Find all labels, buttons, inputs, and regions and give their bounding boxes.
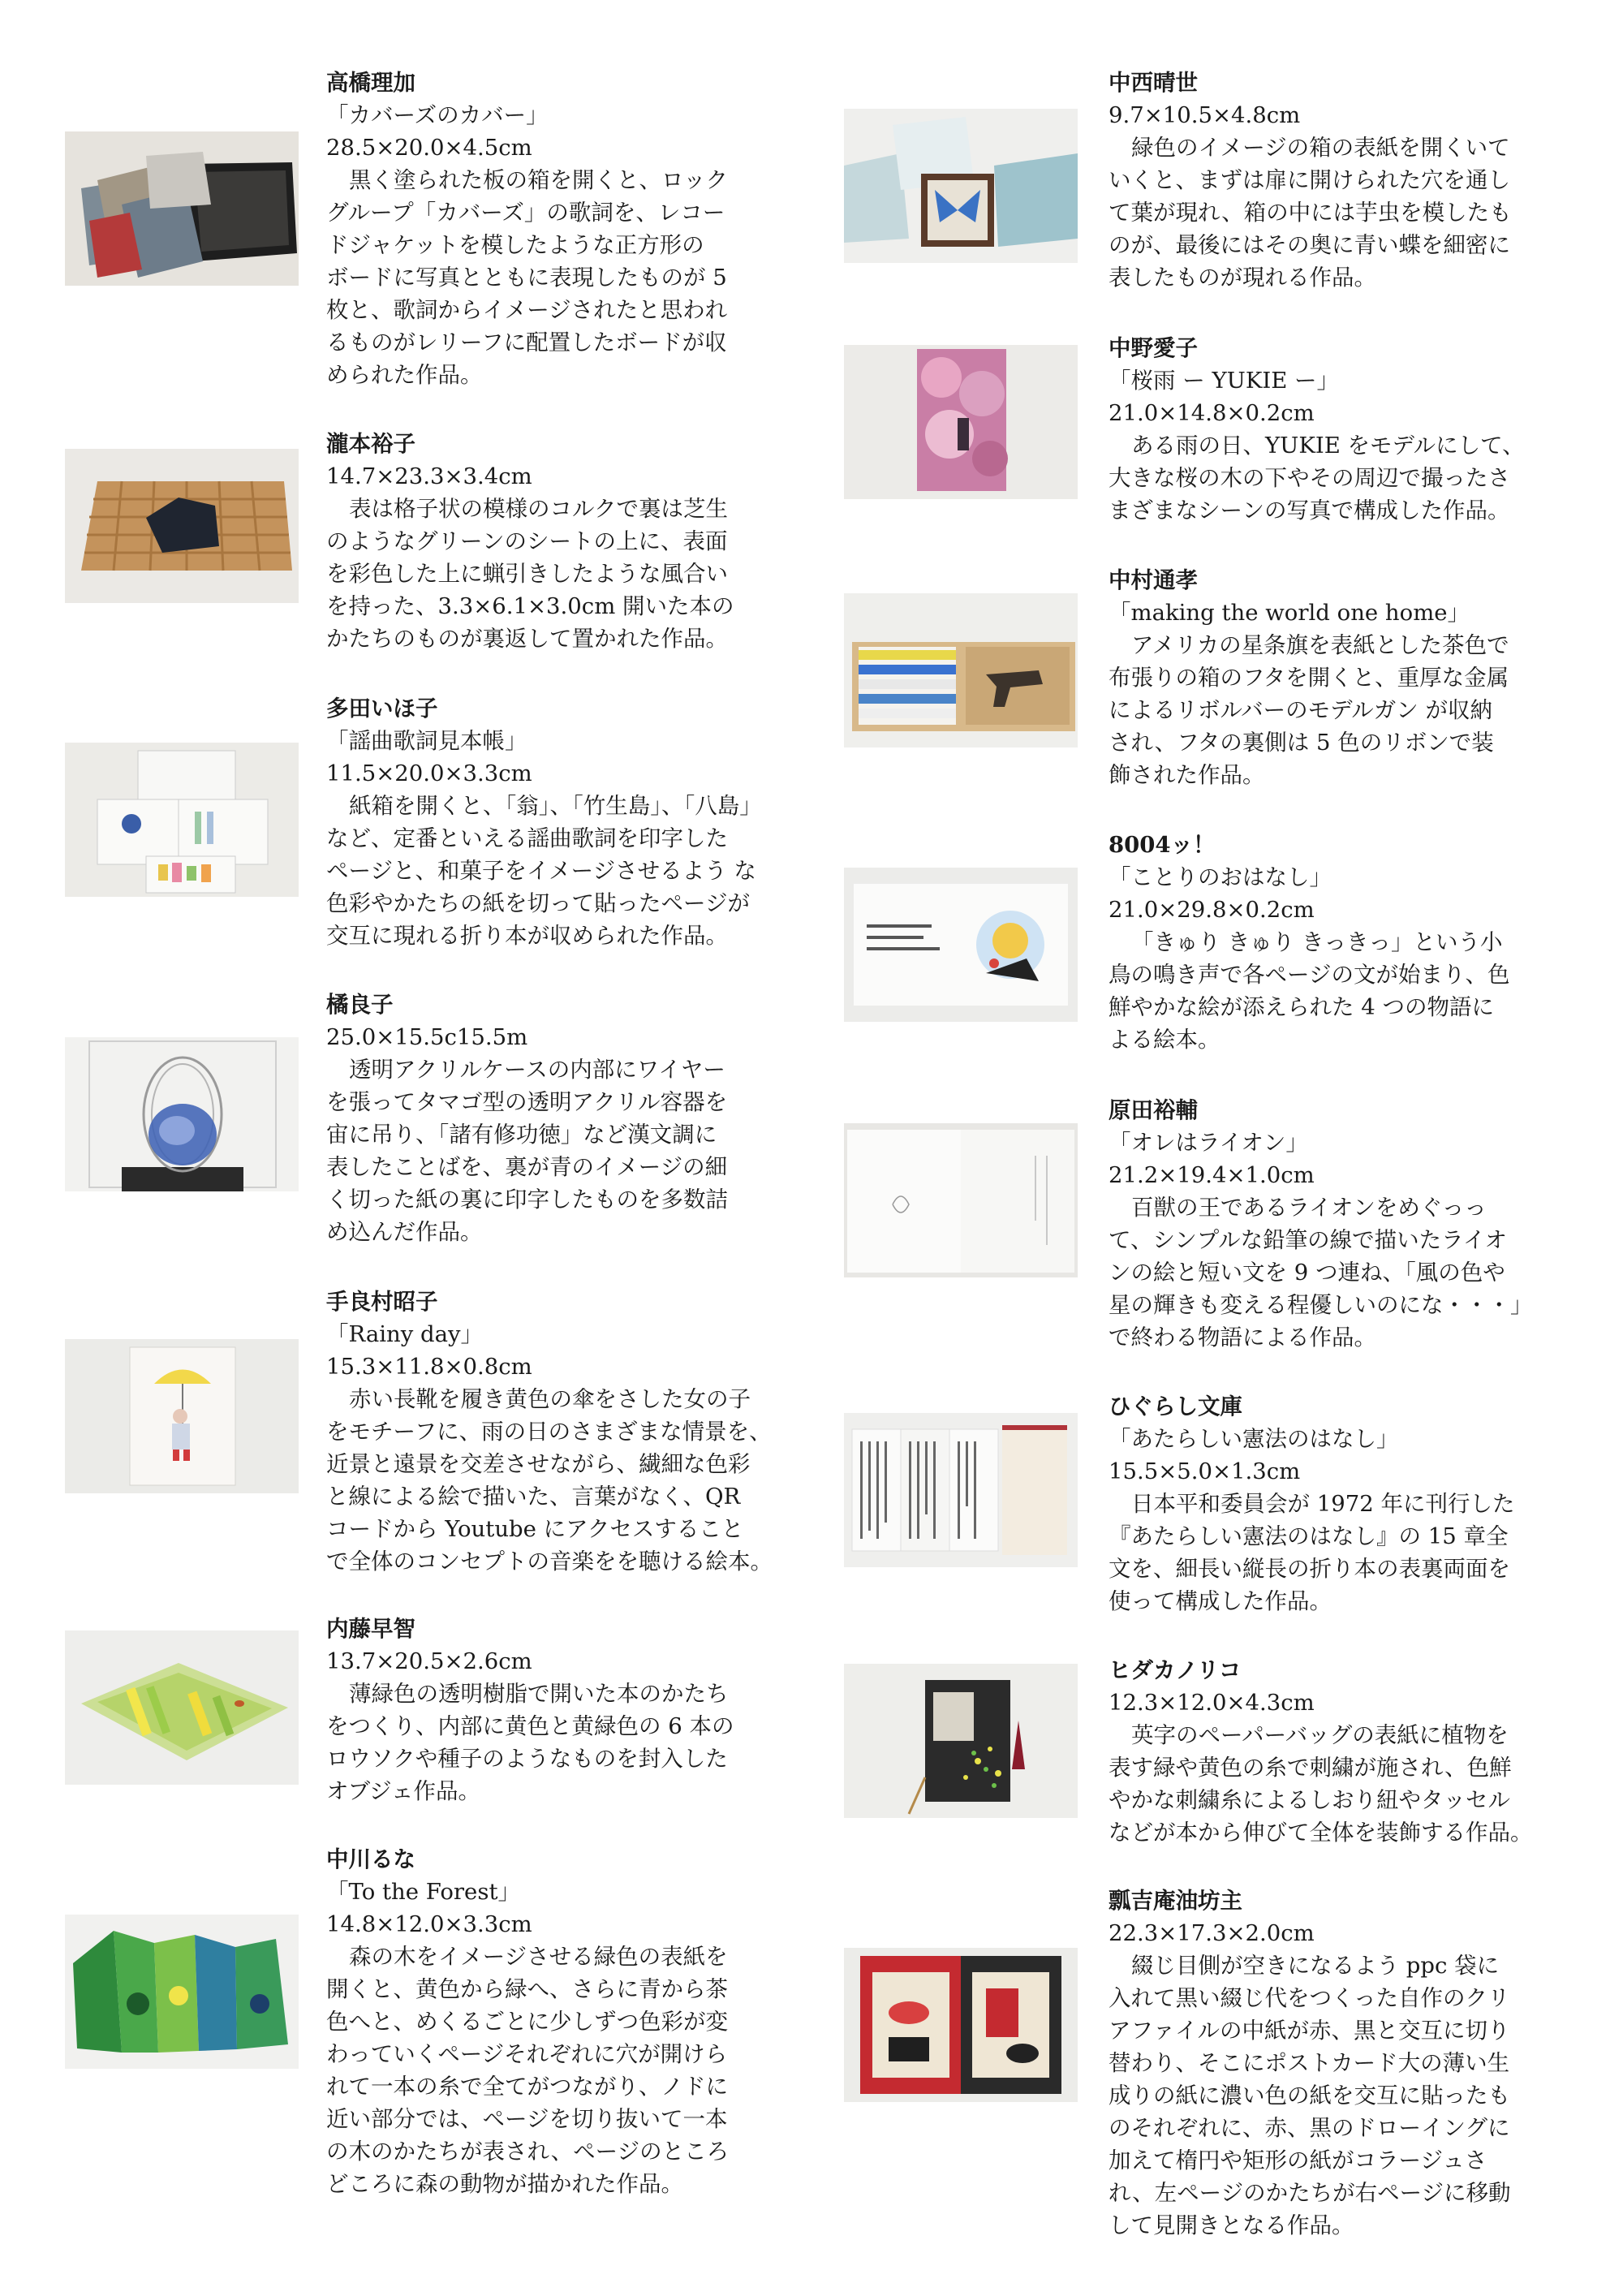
artwork-photo bbox=[844, 868, 1078, 1022]
artwork-size: 15.5×5.0×1.3cm bbox=[1109, 1458, 1301, 1484]
artwork-photo bbox=[844, 345, 1078, 499]
description-line: 『あたらしい憲法のはなし』の 15 章全 bbox=[1109, 1523, 1509, 1549]
description-line: 飾された作品。 bbox=[1109, 762, 1265, 788]
description-line: 薄緑色の透明樹脂で開いた本のかたち bbox=[349, 1681, 729, 1707]
description-line: ページと、和菓子をイメージさせるよう な bbox=[326, 858, 756, 884]
description-line: 色彩やかたちの紙を切って貼ったページが bbox=[326, 890, 750, 916]
description-line: わっていくページそれぞれに穴が開けら bbox=[326, 2041, 728, 2067]
artist-name: 中西晴世 bbox=[1109, 70, 1198, 96]
description-line: のようなグリーンのシートの上に、表面 bbox=[326, 528, 728, 554]
description-line: と線による絵で描いた、言葉がなく、QR bbox=[326, 1484, 741, 1510]
description-line: 鳥の鳴き声で各ページの文が始まり、色 bbox=[1109, 962, 1510, 988]
artwork-photo bbox=[844, 109, 1078, 263]
artwork-photo bbox=[65, 1915, 299, 2069]
description-line: 星の輝きも変える程優しいのにな・・・」 bbox=[1109, 1292, 1533, 1318]
artwork-size: 22.3×17.3×2.0cm bbox=[1109, 1920, 1315, 1946]
artwork-size: 25.0×15.5c15.5m bbox=[326, 1024, 528, 1050]
description-line: 鮮やかな絵が添えられた 4 つの物語に bbox=[1109, 994, 1494, 1020]
artwork-photo bbox=[844, 1664, 1078, 1818]
description-line: 透明アクリルケースの内部にワイヤー bbox=[349, 1057, 725, 1083]
artwork-size: 21.0×14.8×0.2cm bbox=[1109, 400, 1315, 426]
description-line: れ、左ページのかたちが右ページに移動 bbox=[1109, 2180, 1511, 2206]
description-line: ボードに写真とともに表現したものが 5 bbox=[326, 265, 727, 291]
artwork-caption bbox=[326, 989, 781, 1248]
artist-name: 手良村昭子 bbox=[326, 1289, 438, 1315]
description-line: など、定番といえる謡曲歌詞を印字した bbox=[326, 825, 728, 851]
description-line: で全体のコンセプトの音楽をを聴ける絵本。 bbox=[326, 1549, 773, 1574]
artwork-caption bbox=[326, 1286, 781, 1578]
description-line: 大きな桜の木の下やその周辺で撮ったさ bbox=[1109, 465, 1510, 491]
description-line: の木のかたちが表され、ページのところ bbox=[326, 2139, 730, 2165]
description-line: 百獣の王であるライオンをめぐっっ bbox=[1131, 1195, 1487, 1221]
description-line: 枚と、歌詞からイメージされたと思われ bbox=[326, 297, 728, 323]
description-line: 表は格子状の模様のコルクで裏は芝生 bbox=[349, 496, 728, 522]
description-line: 表したものが現れる作品。 bbox=[1109, 265, 1376, 291]
description-line: 文を、細長い縦長の折り本の表裏両面を bbox=[1109, 1556, 1510, 1582]
description-line: などが本から伸びて全体を装飾する作品。 bbox=[1109, 1820, 1533, 1846]
description-line: 表す緑や黄色の糸で刺繍が施され、色鮮 bbox=[1109, 1755, 1512, 1781]
description-line: め込んだ作品。 bbox=[326, 1219, 483, 1245]
artwork-caption bbox=[1109, 1094, 1587, 1354]
description-line: のが、最後にはその奥に青い蝶を細密に bbox=[1109, 232, 1510, 258]
artwork-size: 12.3×12.0×4.3cm bbox=[1109, 1690, 1315, 1716]
description-line: オブジェ作品。 bbox=[326, 1778, 481, 1804]
description-line: 宙に吊り、「諸有修功徳」など漢文調に bbox=[326, 1122, 717, 1148]
artwork-caption bbox=[326, 67, 781, 391]
artwork-caption bbox=[1109, 1885, 1587, 2242]
artwork-caption bbox=[1109, 1390, 1587, 1618]
artwork-photo bbox=[65, 449, 299, 603]
description-line: 成りの紙に濃い色の紙を交互に貼ったも bbox=[1109, 2083, 1510, 2109]
description-line: 使って構成した作品。 bbox=[1109, 1588, 1332, 1614]
artist-name: 原田裕輔 bbox=[1109, 1097, 1198, 1123]
description-line: して見開きとなる作品。 bbox=[1109, 2212, 1354, 2238]
artwork-title: 「Rainy day」 bbox=[326, 1321, 484, 1347]
artwork-photo bbox=[844, 1948, 1078, 2102]
artist-name: 内藤早智 bbox=[326, 1616, 415, 1642]
description-line: コードから Youtube にアクセスすること bbox=[326, 1516, 744, 1542]
description-line: 森の木をイメージさせる緑色の表紙を bbox=[349, 1944, 728, 1970]
artwork-photo bbox=[65, 1339, 299, 1493]
description-line: やかな刺繍糸によるしおり紐やタッセル bbox=[1109, 1787, 1510, 1813]
description-line: められた作品。 bbox=[326, 362, 483, 388]
artist-name: 高橋理加 bbox=[326, 70, 415, 96]
description-line: まざまなシーンの写真で構成した作品。 bbox=[1109, 498, 1510, 523]
artwork-photo bbox=[65, 1037, 299, 1191]
description-line: を持った、3.3×6.1×3.0cm 開いた本の bbox=[326, 593, 734, 619]
description-line: 替わり、そこにポストカード大の薄い生 bbox=[1109, 2050, 1510, 2076]
artwork-photo bbox=[844, 593, 1078, 747]
artwork-size: 9.7×10.5×4.8cm bbox=[1109, 102, 1301, 128]
artwork-caption bbox=[1109, 332, 1587, 527]
description-line: かたちのものが裏返して置かれた作品。 bbox=[326, 626, 728, 652]
description-line: 開くと、黄色から緑へ、さらに青から茶 bbox=[326, 1976, 728, 2002]
artwork-caption bbox=[326, 428, 781, 655]
description-line: をつくり、内部に黄色と黄緑色の 6 本の bbox=[326, 1713, 734, 1739]
artist-name: 8004ッ！ bbox=[1109, 832, 1216, 858]
description-line: れて一本の糸で全てがつながり、ノドに bbox=[326, 2074, 728, 2100]
artwork-caption bbox=[326, 692, 781, 952]
artwork-size: 21.2×19.4×1.0cm bbox=[1109, 1162, 1315, 1188]
description-line: ドジャケットを模したような正方形の bbox=[326, 232, 704, 258]
description-line: いくと、まずは扉に開けられた穴を通し bbox=[1109, 167, 1510, 193]
description-line: て、シンプルな鉛筆の線で描いたライオ bbox=[1109, 1227, 1508, 1253]
description-line: 綴じ目側が空きになるよう ppc 袋に bbox=[1131, 1953, 1500, 1979]
artist-name: ひぐらし文庫 bbox=[1109, 1394, 1242, 1419]
description-line: 近い部分では、ページを切り抜いて一本 bbox=[326, 2106, 728, 2132]
artwork-caption bbox=[1109, 829, 1587, 1056]
description-line: で終わる物語による作品。 bbox=[1109, 1325, 1376, 1350]
artist-name: 多田いほ子 bbox=[326, 696, 438, 722]
description-line: ロウソクや種子のようなものを封入した bbox=[326, 1746, 728, 1772]
description-line: 色へと、めくるごとに少しずつ色彩が変 bbox=[326, 2009, 728, 2035]
description-line: を彩色した上に蝋引きしたような風合い bbox=[326, 561, 728, 587]
description-line: どころに森の動物が描かれた作品。 bbox=[326, 2171, 683, 2197]
artwork-size: 21.0×29.8×0.2cm bbox=[1109, 897, 1315, 923]
artwork-size: 14.7×23.3×3.4cm bbox=[326, 463, 532, 489]
description-line: 黒く塗られた板の箱を開くと、ロック bbox=[349, 167, 728, 193]
description-line: よる絵本。 bbox=[1109, 1027, 1220, 1053]
artist-name: 中野愛子 bbox=[1109, 335, 1198, 361]
description-line: く切った紙の裏に印字したものを多数詰 bbox=[326, 1187, 728, 1213]
description-line: され、フタの裏側は 5 色のリボンで装 bbox=[1109, 730, 1494, 756]
description-line: ある雨の日、YUKIE をモデルにして、 bbox=[1131, 433, 1525, 459]
artwork-size: 15.3×11.8×0.8cm bbox=[326, 1354, 532, 1380]
description-line: るものがレリーフに配置したボードが収 bbox=[326, 330, 727, 355]
description-line: 表したことばを、裏が青のイメージの細 bbox=[326, 1154, 728, 1180]
artwork-photo bbox=[844, 1123, 1078, 1277]
artwork-title: 「making the world one home」 bbox=[1109, 600, 1470, 626]
description-line: 加えて楕円や矩形の紙がコラージュさ bbox=[1109, 2147, 1487, 2173]
description-line: 紙箱を開くと、「翁」、「竹生島」、「八島」 bbox=[349, 793, 762, 819]
artist-name: 中川るな bbox=[326, 1846, 415, 1872]
artwork-photo bbox=[844, 1413, 1078, 1567]
artwork-photo bbox=[65, 743, 299, 897]
artist-name: 瓢吉庵油坊主 bbox=[1109, 1888, 1242, 1914]
description-line: 緑色のイメージの箱の表紙を開くいて bbox=[1131, 135, 1510, 161]
artwork-title: 「オレはライオン」 bbox=[1109, 1130, 1308, 1156]
artwork-size: 13.7×20.5×2.6cm bbox=[326, 1648, 532, 1674]
artwork-title: 「To the Forest」 bbox=[326, 1879, 521, 1905]
artwork-title: 「桜雨 ー YUKIE ー」 bbox=[1109, 368, 1340, 394]
description-line: 赤い長靴を履き黄色の傘をさした女の子 bbox=[349, 1386, 751, 1412]
description-line: て葉が現れ、箱の中には芋虫を模したも bbox=[1109, 200, 1512, 226]
description-line: 近景と遠景を交差させながら、繊細な色彩 bbox=[326, 1451, 751, 1477]
description-line: 交互に現れる折り本が収められた作品。 bbox=[326, 923, 728, 949]
artwork-size: 11.5×20.0×3.3cm bbox=[326, 760, 532, 786]
description-line: アファイルの中紙が赤、黒と交互に切り bbox=[1109, 2018, 1510, 2044]
artwork-caption bbox=[326, 1613, 781, 1807]
description-line: 布張りの箱のフタを開くと、重厚な金属 bbox=[1109, 665, 1509, 691]
description-line: を張ってタマゴ型の透明アクリル容器を bbox=[326, 1089, 728, 1115]
artwork-size: 28.5×20.0×4.5cm bbox=[326, 135, 532, 161]
description-line: のそれぞれに、赤、黒のドローイングに bbox=[1109, 2115, 1510, 2141]
description-line: 英字のペーパーバッグの表紙に植物を bbox=[1131, 1722, 1509, 1748]
artist-name: 橘良子 bbox=[326, 992, 394, 1018]
artwork-photo bbox=[65, 131, 299, 286]
artwork-title: 「謡曲歌詞見本帳」 bbox=[326, 728, 527, 754]
artwork-photo bbox=[65, 1630, 299, 1785]
artist-name: 瀧本裕子 bbox=[326, 431, 415, 457]
artwork-title: 「ことりのおはなし」 bbox=[1109, 864, 1332, 890]
artwork-size: 14.8×12.0×3.3cm bbox=[326, 1911, 532, 1937]
artist-name: ヒダカノリコ bbox=[1109, 1657, 1242, 1683]
description-line: アメリカの星条旗を表紙とした茶色で bbox=[1131, 632, 1509, 658]
artwork-title: 「あたらしい憲法のはなし」 bbox=[1109, 1426, 1399, 1452]
artwork-title: 「カバーズのカバー」 bbox=[326, 102, 549, 128]
artist-name: 中村通孝 bbox=[1109, 567, 1198, 593]
description-line: によるリボルバーのモデルガン が収納 bbox=[1109, 697, 1492, 723]
description-line: 日本平和委員会が 1972 年に刊行した bbox=[1131, 1491, 1515, 1517]
artwork-caption bbox=[1109, 1654, 1587, 1849]
artwork-caption bbox=[1109, 67, 1587, 294]
description-line: グループ「カバーズ」の歌詞を、レコー bbox=[326, 200, 725, 226]
description-line: ンの絵と短い文を 9 つ連ね、「風の色や bbox=[1109, 1260, 1505, 1286]
description-line: をモチーフに、雨の日のさまざまな情景を、 bbox=[326, 1419, 772, 1445]
artwork-caption bbox=[326, 1843, 781, 2200]
description-line: 入れて黒い綴じ代をつくった自作のクリ bbox=[1109, 1985, 1510, 2011]
description-line: 「きゅり きゅり きっきっ」という小 bbox=[1131, 929, 1503, 955]
artwork-caption bbox=[1109, 564, 1587, 791]
